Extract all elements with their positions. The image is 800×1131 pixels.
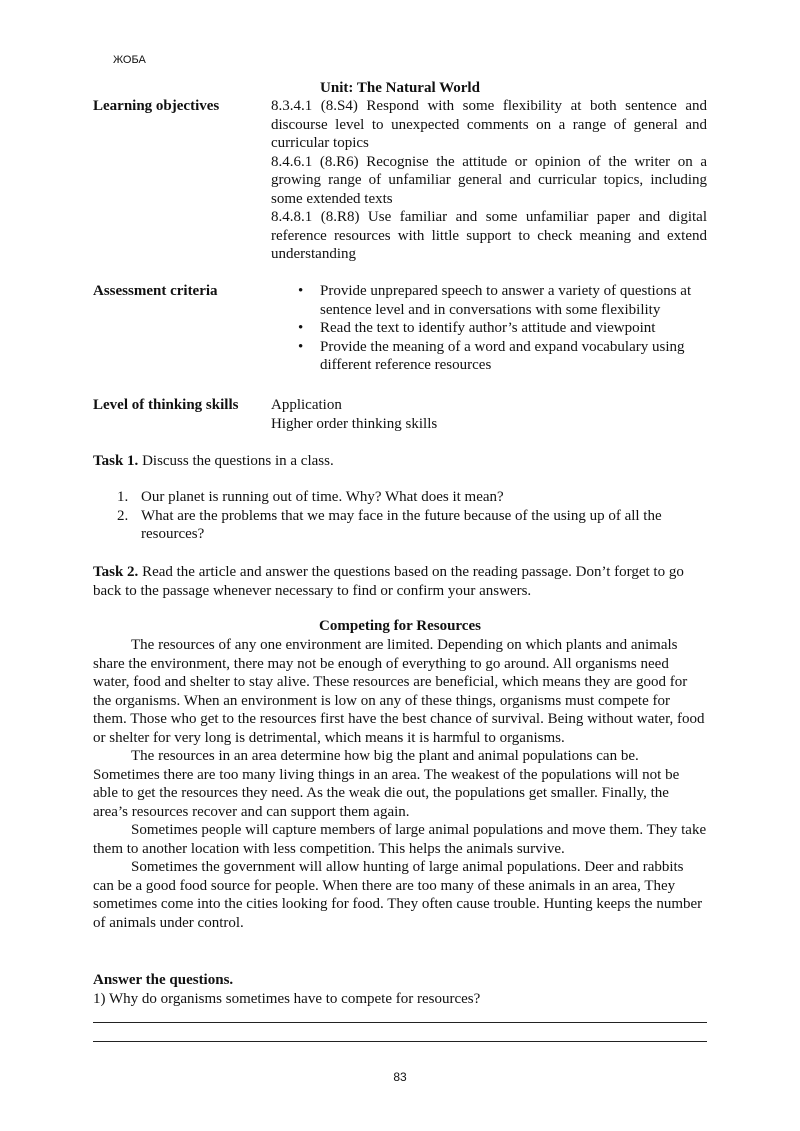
article-paragraph: Sometimes people will capture members of large animal populations and move them. They take them to another location with less competition. This helps the animals survive. [93, 822, 707, 857]
task1-question: 2. What are the problems that we may face in the future because of the using up of all the resources? [117, 507, 662, 542]
objective-item: 8.4.8.1 (8.R8) Use familiar and some unfamiliar paper and digital reference resources with little support to check meaning and extend understanding [271, 209, 707, 262]
task1-instruction [93, 452, 707, 471]
page-number: 83 [393, 1070, 407, 1084]
thinking-level: Higher order thinking skills [271, 415, 438, 432]
objective-item: 8.3.4.1 (8.S4) Respond with some flexibility at both sentence and discourse level to unexpected comments on a range of general and curricular topics [271, 98, 707, 151]
assessment-item: • Read the text to identify author’s attitude and viewpoint [298, 320, 656, 336]
task2-label: Task 2. [93, 564, 139, 580]
bullet-icon: • [298, 283, 304, 299]
task2-instruction [93, 563, 707, 600]
assessment-item: • Provide the meaning of a word and expand vocabulary using different reference resources [298, 338, 685, 373]
task1-label: Task 1. [93, 453, 139, 469]
unit-title: Unit: The Natural World [320, 80, 480, 96]
answers-heading: Answer the questions. [93, 972, 234, 988]
objectives-label: Learning objectives [93, 98, 220, 114]
task1-questions [117, 488, 707, 544]
assessment-list [271, 282, 707, 375]
article-paragraph: Sometimes the government will allow hunting of large animal populations. Deer and rabbits can be a good food source for people. When there are too many of these animals in an area, They sometimes come into the cities looking for food. They often cause trouble. Hunting keeps the number of animals under control. [93, 859, 703, 931]
bullet-icon: • [298, 320, 304, 336]
bullet-icon: • [298, 338, 304, 355]
thinking-label: Level of thinking skills [93, 397, 239, 413]
task1-question: 1. Our planet is running out of time. Why? What does it mean? [117, 489, 504, 505]
task2-text: Read the article and answer the questions based on the reading passage. Don’t forget to go back to the passage whenever necessary to find or confirm your answers. [93, 564, 684, 599]
answer-line[interactable] [93, 1041, 707, 1042]
objective-item: 8.4.6.1 (8.R6) Recognise the attitude or opinion of the writer on a growing range of unfamiliar general and curricular topics, including some extended texts [271, 153, 707, 207]
article-body [93, 636, 707, 932]
article-paragraph: The resources of any one environment are limited. Depending on which plants and animals share the environment, there may not be enough of everything to go around. All organisms need water, food and shelter to stay alive. These resources are beneficial, which means they are good for the organisms. When an environment is low on any of these things, organisms must compete for them. Those who get to the resources first have the best chance of survival. Being without water, food or shelter for very long is detrimental, which means it is harmful to organisms. [93, 637, 705, 746]
thinking-levels [271, 396, 707, 433]
task1-text: Discuss the questions in a class. [138, 453, 334, 469]
answer-question-1: 1) Why do organisms sometimes have to compete for resources? [93, 991, 481, 1007]
article-paragraph: The resources in an area determine how big the plant and animal populations can be. Sometimes there are too many living things in an area. The weakest of the populations will not be able to get the resources they need. As the weak die out, the populations get smaller. Finally, the area’s resources recover and can support them again. [93, 748, 680, 820]
thinking-level: Application [271, 397, 342, 413]
assessment-item: • Provide unprepared speech to answer a variety of questions at sentence level and in conversations with some flexibility [298, 283, 692, 318]
assessment-label: Assessment criteria [93, 283, 218, 299]
answer-line[interactable] [93, 1022, 707, 1023]
article-title: Competing for Resources [319, 618, 481, 634]
header-tag: ЖОБА [113, 54, 146, 66]
objectives-list [271, 97, 707, 264]
